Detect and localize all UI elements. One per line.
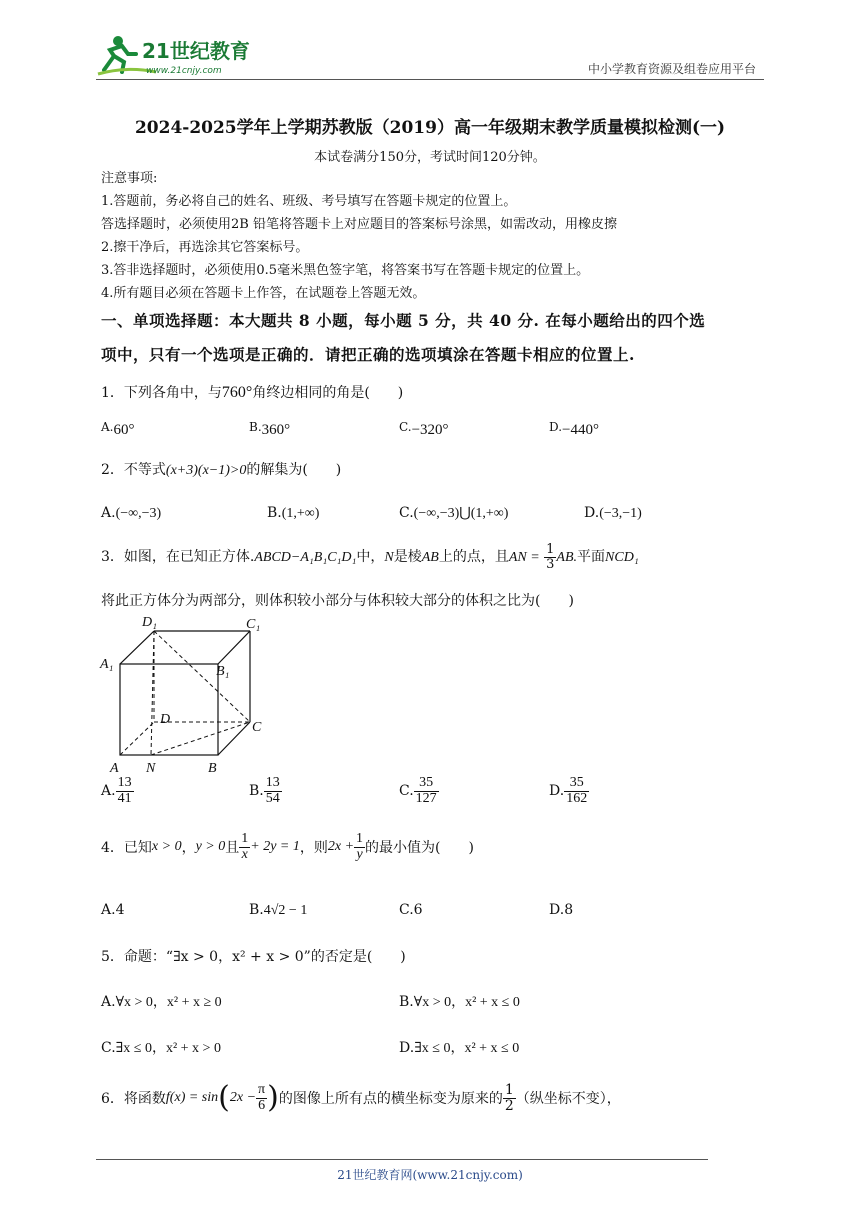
q5-option-a[interactable]: A.∀x > 0，x² + x ≥ 0: [101, 994, 222, 1010]
cube-figure: [96, 612, 276, 782]
runner-logo-icon: [96, 32, 266, 78]
label-D1: D₁: [142, 615, 157, 630]
label-B1: B₁: [216, 664, 230, 679]
section-heading-line1: 一、单项选择题：本大题共 8 小题，每小题 5 分，共 40 分. 在每小题给出的四个选: [101, 311, 706, 330]
q1-suffix: 角终边相同的角是( ): [252, 385, 404, 401]
q2-option-b[interactable]: B.(1,+∞): [267, 505, 320, 521]
exam-title: 2024-2025学年上学期苏教版（2019）高一年级期末教学质量模拟检测(一): [134, 118, 726, 138]
exam-subtitle: 本试卷满分150分，考试时间120分钟。: [314, 150, 546, 165]
footer-divider: [96, 1159, 708, 1160]
logo-url: www.21cnjy.com: [146, 66, 222, 76]
logo-text: 21世纪教育: [142, 39, 250, 63]
label-A1: A₁: [100, 657, 114, 672]
q4-option-c[interactable]: C.6: [399, 902, 423, 918]
footer-link[interactable]: 21世纪教育网(www.21cnjy.com): [337, 1168, 523, 1182]
q3-option-c[interactable]: C. $\frac{35}{127}$: [399, 775, 437, 806]
note-line: 1.答题前，务必将自己的姓名、班级、考号填写在答题卡规定的位置上。: [101, 194, 517, 209]
q2-inequality: (x+3)(x−1)>0: [165, 463, 247, 478]
q4-option-a[interactable]: A.4: [101, 902, 125, 918]
question-2: 2．不等式(x+3)(x−1)>0的解集为( ): [101, 462, 342, 478]
q1-option-d[interactable]: D.−440°: [549, 420, 599, 438]
note-line: 4.所有题目必须在答题卡上作答，在试题卷上答题无效。: [101, 286, 426, 301]
q1-option-c[interactable]: C.−320°: [399, 420, 449, 438]
q4-option-b[interactable]: B.4√2 − 1: [249, 902, 308, 918]
q3-fraction: $\frac{1}{3}$: [546, 542, 555, 572]
question-5: 5．命题：“∃x > 0，x² + x > 0”的否定是( ): [101, 949, 406, 965]
section-heading-line2: 项中，只有一个选项是正确的．请把正确的选项填涂在答题卡相应的位置上.: [101, 345, 635, 364]
q1-angle: 760°: [221, 384, 253, 401]
header-divider: [96, 79, 764, 80]
notes-heading: 注意事项:: [101, 171, 158, 186]
q3-option-b[interactable]: B. $\frac{13}{54}$: [249, 775, 280, 806]
q2-option-c[interactable]: C.(−∞,−3)⋃(1,+∞): [399, 505, 509, 521]
label-A: A: [110, 761, 119, 776]
q2-option-a[interactable]: A.(−∞,−3): [101, 505, 162, 521]
q3-line2: 将此正方体分为两部分，则体积较小部分与体积较大部分的体积之比为( ): [101, 593, 574, 609]
question-3: 3．如图，在已知正方体.ABCD−A₁B₁C₁D₁中，N是棱AB上的点，且AN = $\frac{1}{3}$ AB.平面NCD₁: [101, 542, 639, 572]
q5-option-d[interactable]: D.∃x ≤ 0，x² + x ≤ 0: [399, 1040, 520, 1056]
q1-option-a[interactable]: A.60°: [101, 420, 135, 438]
q1-prefix: 1．下列各角中，与: [101, 385, 222, 401]
q3-option-a[interactable]: A. $\frac{13}{41}$: [101, 775, 132, 806]
q3-cube: ABCD−A₁B₁C₁D₁: [254, 550, 357, 566]
label-C1: C₁: [246, 617, 261, 632]
note-line: 2.擦干净后，再选涂其它答案标号。: [101, 240, 309, 255]
label-N: N: [146, 761, 156, 776]
question-4: 4．已知x > 0，y > 0且 $\frac{1}{x}$ + 2y = 1，则2x + $\frac{1}{y}$ 的最小值为( ): [101, 831, 474, 862]
question-6: 6．将函数f(x) = sin(2x − $\frac{\pi}{6}$ )的图像上所有点的横坐标变为原来的 $\frac{1}{2}$ （纵坐标不变），: [101, 1080, 621, 1116]
header-platform-text: 中小学教育资源及组卷应用平台: [587, 62, 756, 76]
label-C: C: [252, 720, 262, 735]
question-1: [101, 382, 403, 402]
note-line: 答选择题时，必须使用2B 铅笔将答题卡上对应题目的答案标号涂黑，如需改动，用橡皮擦: [101, 217, 617, 232]
q5-option-b[interactable]: B.∀x > 0，x² + x ≤ 0: [399, 994, 520, 1010]
cube-front-face: [120, 664, 218, 755]
label-D: D: [160, 712, 171, 727]
site-logo: [96, 32, 266, 78]
q5-option-c[interactable]: C.∃x ≤ 0，x² + x > 0: [101, 1040, 221, 1056]
q2-option-d[interactable]: D.(−3,−1): [584, 505, 642, 521]
label-B: B: [208, 761, 217, 776]
q1-option-b[interactable]: B.360°: [249, 420, 291, 438]
note-line: 3.答非选择题时，必须使用0.5毫米黑色签字笔，将答案书写在答题卡规定的位置上。: [101, 263, 590, 278]
q4-option-d[interactable]: D.8: [549, 902, 574, 918]
q3-option-d[interactable]: D. $\frac{35}{162}$: [549, 775, 588, 806]
